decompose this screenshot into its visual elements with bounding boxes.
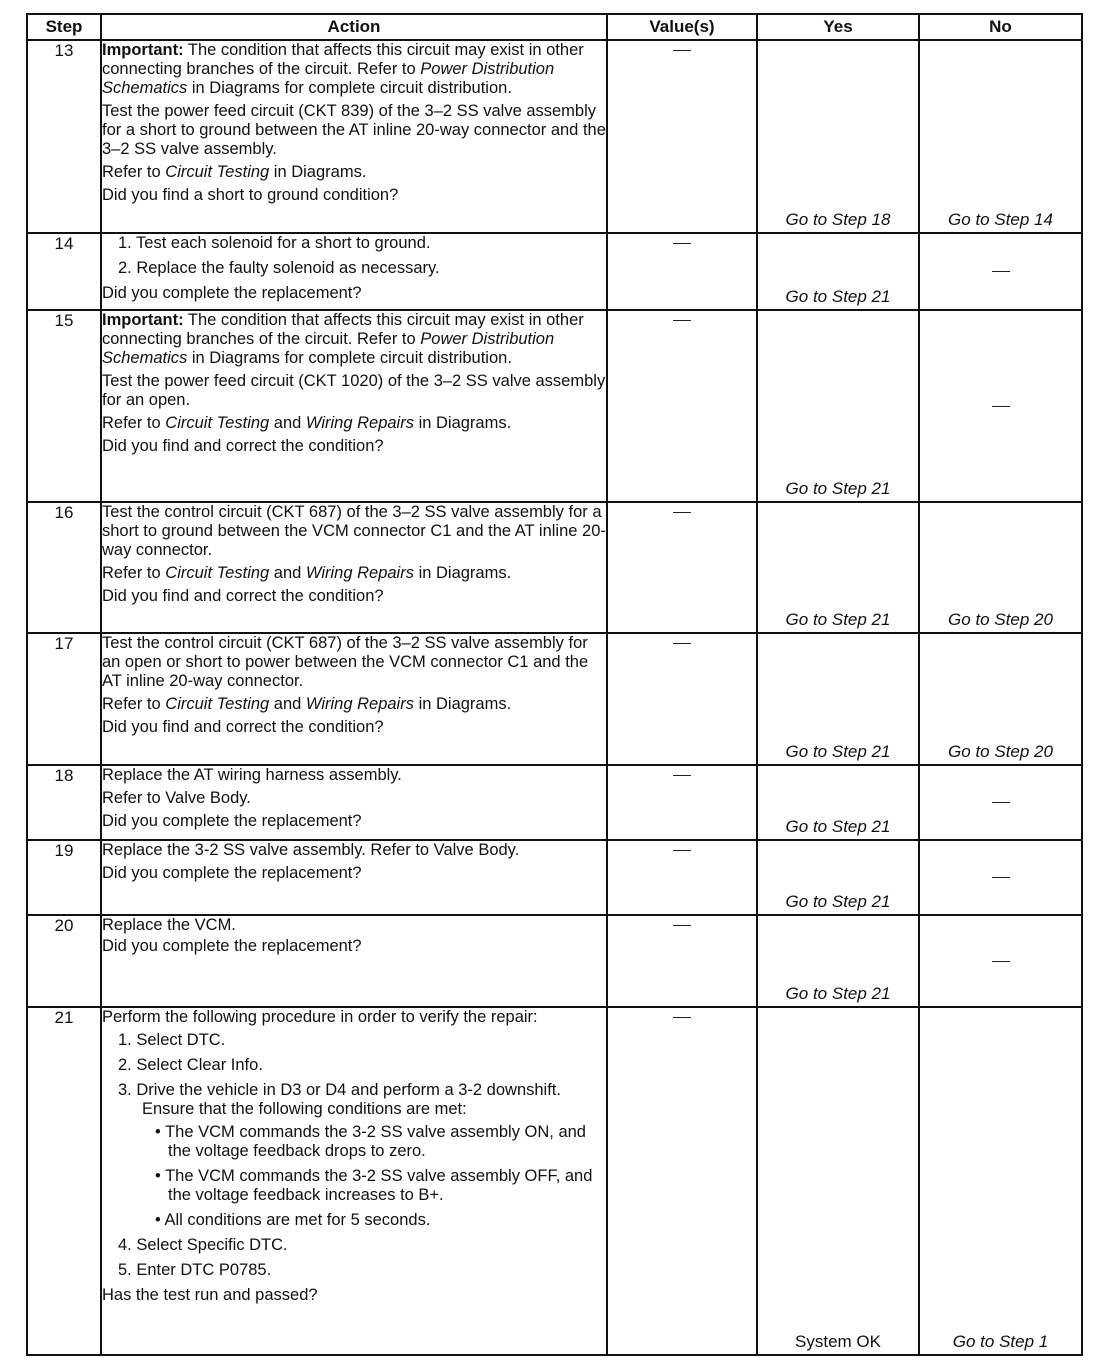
dash-icon bbox=[992, 406, 1010, 407]
table-row bbox=[27, 765, 1082, 840]
no-cell bbox=[919, 633, 1082, 765]
step-list bbox=[102, 234, 606, 278]
reference-conj: and bbox=[269, 414, 306, 432]
yes-goto: Go to Step 21 bbox=[785, 479, 891, 498]
dash-icon bbox=[673, 320, 691, 321]
header-yes: Yes bbox=[757, 14, 919, 40]
step-number: 16 bbox=[27, 502, 101, 633]
procedure-list bbox=[102, 1031, 606, 1119]
no-cell bbox=[919, 233, 1082, 310]
bullet-item: • The VCM commands the 3-2 SS valve assembly ON, and the voltage feedback drops to zero. bbox=[155, 1123, 586, 1160]
dash-icon bbox=[673, 850, 691, 851]
step-number: 20 bbox=[27, 915, 101, 1007]
value-cell bbox=[607, 40, 757, 233]
important-tail: in Diagrams for complete circuit distribution. bbox=[187, 79, 512, 97]
yes-goto: Go to Step 18 bbox=[785, 210, 891, 229]
yes-goto: Go to Step 21 bbox=[785, 892, 891, 911]
table-row bbox=[27, 310, 1082, 502]
value-cell bbox=[607, 840, 757, 915]
yes-cell bbox=[757, 915, 919, 1007]
instruction: Test the power feed circuit (CKT 839) of the 3–2 SS valve assembly for a short to ground between the AT inline 20-way connector and the 3–2 SS valve assembly. bbox=[102, 102, 606, 158]
dash-icon bbox=[673, 1017, 691, 1018]
dash-icon bbox=[673, 925, 691, 926]
important-label: Important: bbox=[102, 311, 184, 329]
reference-prefix: Refer to bbox=[102, 414, 166, 432]
table-row bbox=[27, 915, 1082, 1007]
dash-icon bbox=[992, 271, 1010, 272]
reference-prefix: Refer to bbox=[102, 163, 166, 181]
value-cell bbox=[607, 502, 757, 633]
yes-cell bbox=[757, 40, 919, 233]
action-cell bbox=[101, 915, 607, 1007]
reference bbox=[102, 564, 606, 583]
list-item: 5. Enter DTC P0785. bbox=[118, 1261, 272, 1279]
header-no: No bbox=[919, 14, 1082, 40]
important-tail: in Diagrams for complete circuit distribution. bbox=[187, 349, 512, 367]
question: Has the test run and passed? bbox=[102, 1286, 318, 1304]
reference-suffix: in Diagrams. bbox=[413, 695, 512, 713]
reference-link: Wiring Repairs bbox=[305, 564, 414, 582]
reference bbox=[102, 414, 606, 433]
step-number: 13 bbox=[27, 40, 101, 233]
step-number: 19 bbox=[27, 840, 101, 915]
yes-goto: Go to Step 21 bbox=[785, 610, 891, 629]
action-cell bbox=[101, 633, 607, 765]
header-row bbox=[27, 14, 1082, 40]
reference-prefix: Refer to bbox=[102, 695, 166, 713]
list-item: 1. Select DTC. bbox=[118, 1031, 226, 1049]
table-row bbox=[27, 633, 1082, 765]
action-cell bbox=[101, 1007, 607, 1355]
value-cell bbox=[607, 633, 757, 765]
list-item: 2. Replace the faulty solenoid as necessary. bbox=[118, 259, 440, 277]
no-cell bbox=[919, 310, 1082, 502]
important-note bbox=[102, 311, 606, 368]
yes-goto: Go to Step 21 bbox=[785, 817, 891, 836]
reference bbox=[102, 163, 606, 182]
important-note bbox=[102, 41, 606, 98]
reference-link: Circuit Testing bbox=[165, 414, 270, 432]
dash-icon bbox=[673, 512, 691, 513]
header-values: Value(s) bbox=[607, 14, 757, 40]
yes-goto: Go to Step 21 bbox=[785, 742, 891, 761]
value-cell bbox=[607, 233, 757, 310]
table-row bbox=[27, 1007, 1082, 1355]
reference-link: Circuit Testing bbox=[165, 163, 270, 181]
no-goto: Go to Step 20 bbox=[948, 742, 1053, 761]
reference-conj: and bbox=[269, 695, 306, 713]
reference-link: Circuit Testing bbox=[165, 564, 270, 582]
reference-suffix: in Diagrams. bbox=[269, 163, 367, 181]
instruction: Test the power feed circuit (CKT 1020) of the 3–2 SS valve assembly for an open. bbox=[102, 372, 606, 409]
table-row bbox=[27, 502, 1082, 633]
no-cell bbox=[919, 40, 1082, 233]
dash-icon bbox=[673, 50, 691, 51]
action-cell bbox=[101, 233, 607, 310]
no-goto: Go to Step 14 bbox=[948, 210, 1053, 229]
yes-cell bbox=[757, 765, 919, 840]
table-row bbox=[27, 840, 1082, 915]
reference bbox=[102, 695, 606, 714]
important-text: The condition that affects this circuit may exist in other connecting branches of the circuit. Refer to bbox=[102, 311, 584, 348]
reference-suffix: in Diagrams. bbox=[413, 564, 512, 582]
action-cell bbox=[101, 502, 607, 633]
step-number: 21 bbox=[27, 1007, 101, 1355]
no-goto: Go to Step 1 bbox=[952, 1332, 1049, 1351]
diagnostic-table bbox=[26, 13, 1083, 1356]
reference-suffix: in Diagrams. bbox=[413, 414, 512, 432]
no-cell bbox=[919, 1007, 1082, 1355]
yes-cell bbox=[757, 233, 919, 310]
instruction: Test the control circuit (CKT 687) of the 3–2 SS valve assembly for an open or short to power between the VCM connector C1 and the AT inline 20-way connector. bbox=[102, 634, 589, 690]
value-cell bbox=[607, 310, 757, 502]
header-step: Step bbox=[27, 14, 101, 40]
dash-icon bbox=[673, 775, 691, 776]
question: Did you find and correct the condition? bbox=[102, 437, 384, 455]
no-cell bbox=[919, 840, 1082, 915]
no-cell bbox=[919, 765, 1082, 840]
reference-link: Power Distribution Schematics bbox=[102, 60, 555, 97]
reference-link: Wiring Repairs bbox=[305, 695, 414, 713]
reference-link: Circuit Testing bbox=[165, 695, 270, 713]
table-row bbox=[27, 40, 1082, 233]
yes-cell bbox=[757, 310, 919, 502]
list-item: 3. Drive the vehicle in D3 or D4 and perform a 3-2 downshift. Ensure that the following conditions are met: bbox=[118, 1081, 561, 1118]
action-cell bbox=[101, 40, 607, 233]
yes-result: System OK bbox=[795, 1332, 881, 1351]
value-cell bbox=[607, 915, 757, 1007]
step-number: 14 bbox=[27, 233, 101, 310]
step-number: 18 bbox=[27, 765, 101, 840]
question: Did you find a short to ground condition? bbox=[102, 186, 399, 204]
no-goto: Go to Step 20 bbox=[948, 610, 1053, 629]
instruction: Test the control circuit (CKT 687) of the 3–2 SS valve assembly for a short to ground between the VCM connector C1 and the AT inline 20-way connector. bbox=[102, 503, 606, 559]
reference-link: Power Distribution Schematics bbox=[102, 330, 555, 367]
yes-goto: Go to Step 21 bbox=[785, 287, 891, 306]
dash-icon bbox=[673, 643, 691, 644]
procedure-list-continued bbox=[102, 1236, 606, 1280]
step-number: 15 bbox=[27, 310, 101, 502]
action-cell bbox=[101, 310, 607, 502]
instruction: Replace the VCM. bbox=[102, 916, 236, 934]
reference: Refer to Valve Body. bbox=[102, 789, 251, 807]
question: Did you complete the replacement? bbox=[102, 937, 362, 955]
list-item: 1. Test each solenoid for a short to ground. bbox=[118, 234, 431, 252]
question: Did you complete the replacement? bbox=[102, 284, 362, 302]
list-item: 2. Select Clear Info. bbox=[118, 1056, 263, 1074]
question: Did you complete the replacement? bbox=[102, 864, 362, 882]
action-cell bbox=[101, 765, 607, 840]
dash-icon bbox=[992, 961, 1010, 962]
instruction: Replace the 3-2 SS valve assembly. Refer to Valve Body. bbox=[102, 841, 520, 859]
table-row bbox=[27, 233, 1082, 310]
yes-cell bbox=[757, 840, 919, 915]
instruction: Replace the AT wiring harness assembly. bbox=[102, 766, 402, 784]
yes-cell bbox=[757, 1007, 919, 1355]
dash-icon bbox=[673, 243, 691, 244]
yes-cell bbox=[757, 633, 919, 765]
important-label: Important: bbox=[102, 41, 184, 59]
bullet-item: • The VCM commands the 3-2 SS valve assembly OFF, and the voltage feedback increases to B+. bbox=[155, 1167, 593, 1204]
reference-conj: and bbox=[269, 564, 306, 582]
action-cell bbox=[101, 840, 607, 915]
bullet-item: • All conditions are met for 5 seconds. bbox=[155, 1211, 431, 1229]
dash-icon bbox=[992, 877, 1010, 878]
instruction: Perform the following procedure in order to verify the repair: bbox=[102, 1008, 538, 1026]
dash-icon bbox=[992, 802, 1010, 803]
value-cell bbox=[607, 765, 757, 840]
question: Did you find and correct the condition? bbox=[102, 587, 384, 605]
header-action: Action bbox=[101, 14, 607, 40]
question: Did you complete the replacement? bbox=[102, 812, 362, 830]
reference-link: Wiring Repairs bbox=[305, 414, 414, 432]
question: Did you find and correct the condition? bbox=[102, 718, 384, 736]
no-cell bbox=[919, 502, 1082, 633]
reference-prefix: Refer to bbox=[102, 564, 166, 582]
value-cell bbox=[607, 1007, 757, 1355]
important-text: The condition that affects this circuit may exist in other connecting branches of the circuit. Refer to bbox=[102, 41, 584, 78]
step-number: 17 bbox=[27, 633, 101, 765]
no-cell bbox=[919, 915, 1082, 1007]
condition-list bbox=[102, 1123, 606, 1230]
yes-cell bbox=[757, 502, 919, 633]
yes-goto: Go to Step 21 bbox=[785, 984, 891, 1003]
list-item: 4. Select Specific DTC. bbox=[118, 1236, 288, 1254]
